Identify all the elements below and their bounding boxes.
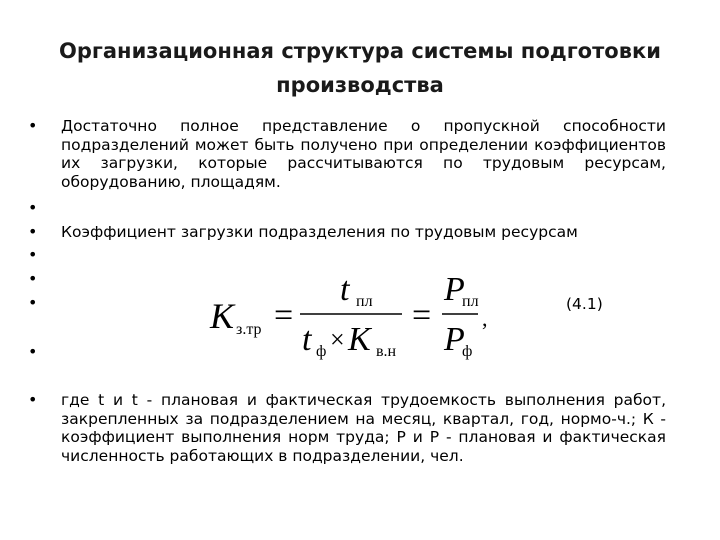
formula-den1-subscript-t: ф xyxy=(316,343,327,360)
formula-equals-1: = xyxy=(274,297,294,334)
formula-num2-symbol: P xyxy=(444,271,465,308)
formula-equals-2: = xyxy=(412,297,432,334)
slide-title: Организационная структура системы подготовки производства xyxy=(59,39,661,97)
formula-times: × xyxy=(330,325,345,354)
bullet-marker: • xyxy=(28,198,38,217)
bullet-marker: • xyxy=(28,390,38,409)
bullet-marker: • xyxy=(28,293,38,312)
formula-lhs-symbol: K xyxy=(210,296,235,336)
formula-den2-subscript: ф xyxy=(462,343,473,360)
formula-number: (4.1) xyxy=(566,295,603,313)
formula-lhs-subscript: з.тр xyxy=(236,321,262,338)
formula-num2-subscript: пл xyxy=(462,293,479,310)
formula-comma: , xyxy=(482,306,488,331)
paragraph-load-factor: Коэффициент загрузки подразделения по трудовым ресурсам xyxy=(61,223,578,241)
formula-den2-symbol: P xyxy=(444,321,465,358)
bullet-marker: • xyxy=(28,245,38,264)
formula-den1-symbol-t: t xyxy=(302,321,312,358)
paragraph-legend: где t и t - плановая и фактическая трудоемкость выполнения работ, закрепленных за подразделением на месяц, квартал, год, нормо-ч.; К - коэффициент выполнения норм труда; Р и Р - плановая и фактическая численность работающих в подразделении, чел. xyxy=(61,391,666,465)
bullet-marker: • xyxy=(28,342,38,361)
bullet-marker: • xyxy=(28,116,38,135)
bullet-marker: • xyxy=(28,222,38,241)
formula-num1-symbol: t xyxy=(340,271,350,308)
formula-num1-subscript: пл xyxy=(356,293,373,310)
formula-den1-symbol-k: K xyxy=(348,321,371,358)
bullet-marker: • xyxy=(28,269,38,288)
formula-4-1 xyxy=(206,268,506,368)
paragraph-capacity: Достаточно полное представление о пропускной способности подразделений может быть получено при определении коэффициентов их загрузки, которые рассчитываются по трудовым ресурсам, оборудованию, площадям. xyxy=(61,117,666,191)
formula-den1-subscript-k: в.н xyxy=(376,343,397,360)
